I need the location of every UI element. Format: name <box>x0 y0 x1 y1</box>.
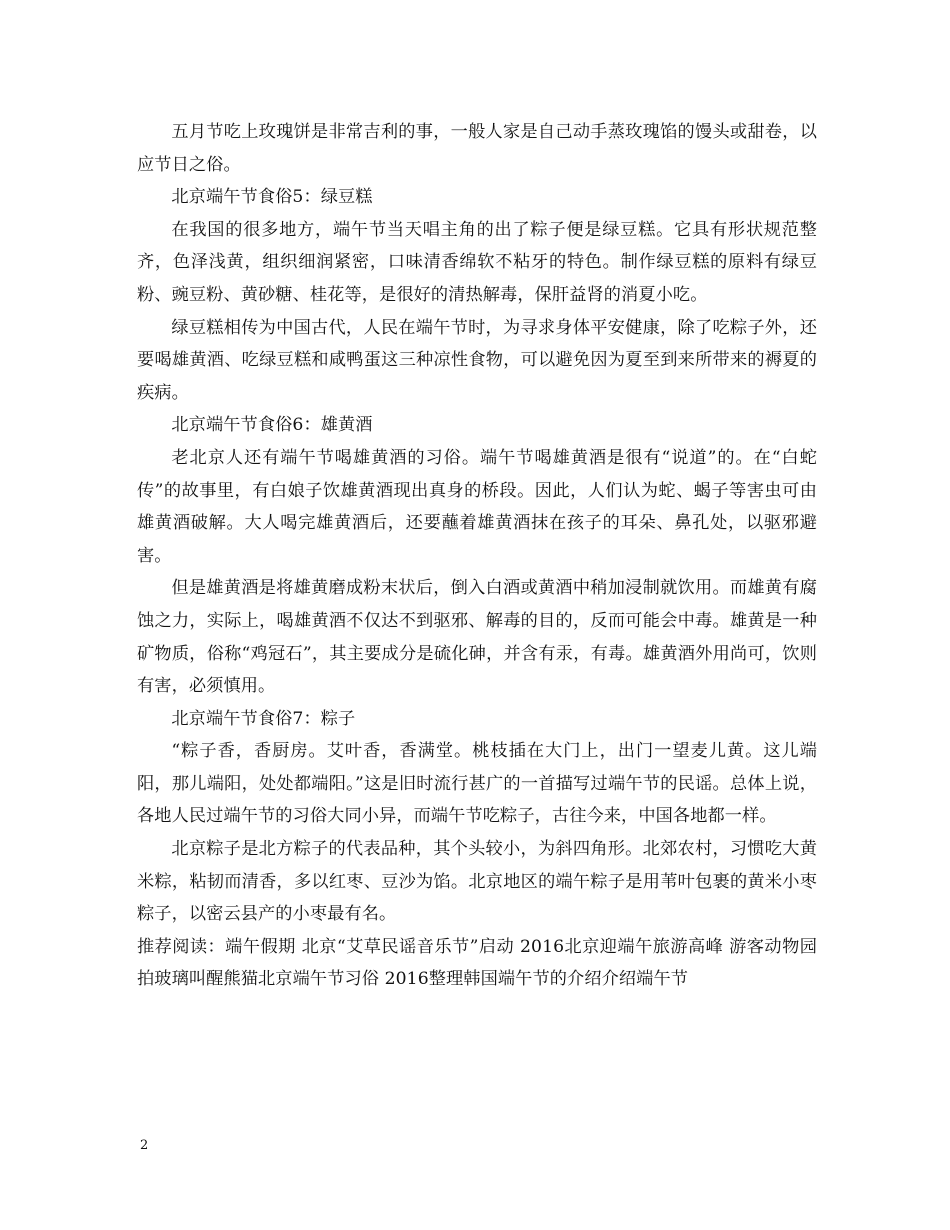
paragraph-realgar-wine-warning: 但是雄黄酒是将雄黄磨成粉末状后，倒入白酒或黄酒中稍加浸制就饮用。而雄黄有腐蚀之力，实际上，喝雄黄酒不仅达不到驱邪、解毒的目的，反而可能会中毒。雄黄是一种矿物质，俗称“鸡冠石”，其主要成分是硫化砷，并含有汞，有毒。雄黄酒外用尚可，饮则有害，必须慎用。 <box>137 578 817 697</box>
document-body <box>137 116 817 996</box>
paragraph-mung-bean-cake-history: 绿豆糕相传为中国古代，人民在端午节时，为寻求身体平安健康，除了吃粽子外，还要喝雄黄酒、吃绿豆糕和咸鸭蛋这三种凉性食物，可以避免因为夏至到来所带来的褥夏的疾病。 <box>137 317 817 403</box>
heading-realgar-wine: 北京端午节食俗6：雄黄酒 <box>171 415 373 436</box>
page-number: 2 <box>140 1138 149 1153</box>
paragraph-beijing-zongzi: 北京粽子是北方粽子的代表品种，其个头较小，为斜四角形。北郊农村，习惯吃大黄米粽，粘韧而清香，多以红枣、豆沙为馅。北京地区的端午粽子是用苇叶包裹的黄米小枣粽子，以密云县产的小枣最有名。 <box>137 839 817 925</box>
paragraph-mung-bean-cake-intro: 在我国的很多地方，端午节当天唱主角的出了粽子便是绿豆糕。它具有形状规范整齐，色泽浅黄，组织细润紧密，口味清香绵软不粘牙的特色。制作绿豆糕的原料有绿豆粉、豌豆粉、黄砂糖、桂花等，是很好的清热解毒，保肝益肾的消夏小吃。 <box>137 219 817 305</box>
paragraph-realgar-wine-custom: 老北京人还有端午节喝雄黄酒的习俗。端午节喝雄黄酒是很有“说道”的。在“白蛇传”的故事里，有白娘子饮雄黄酒现出真身的桥段。因此，人们认为蛇、蝎子等害虫可由雄黄酒破解。大人喝完雄黄酒后，还要蘸着雄黄酒抹在孩子的耳朵、鼻孔处，以驱邪避害。 <box>137 447 817 566</box>
heading-zongzi: 北京端午节食俗7：粽子 <box>171 708 356 729</box>
heading-mung-bean-cake: 北京端午节食俗5：绿豆糕 <box>171 187 373 208</box>
recommended-reading: 推荐阅读：端午假期 北京“艾草民谣音乐节”启动 2016北京迎端午旅游高峰 游客动物园拍玻璃叫醒熊猫北京端午节习俗 2016整理韩国端午节的介绍介绍端午节 <box>137 936 817 990</box>
paragraph-rose-cake: 五月节吃上玫瑰饼是非常吉利的事，一般人家是自己动手蒸玫瑰馅的馒头或甜卷，以应节日之俗。 <box>137 122 817 175</box>
paragraph-zongzi-ballad: “粽子香，香厨房。艾叶香，香满堂。桃枝插在大门上，出门一望麦儿黄。这儿端阳，那儿端阳，处处都端阳。”这是旧时流行甚广的一首描写过端午节的民谣。总体上说，各地人民过端午节的习俗大同小异，而端午节吃粽子，古往今来，中国各地都一样。 <box>137 741 817 827</box>
